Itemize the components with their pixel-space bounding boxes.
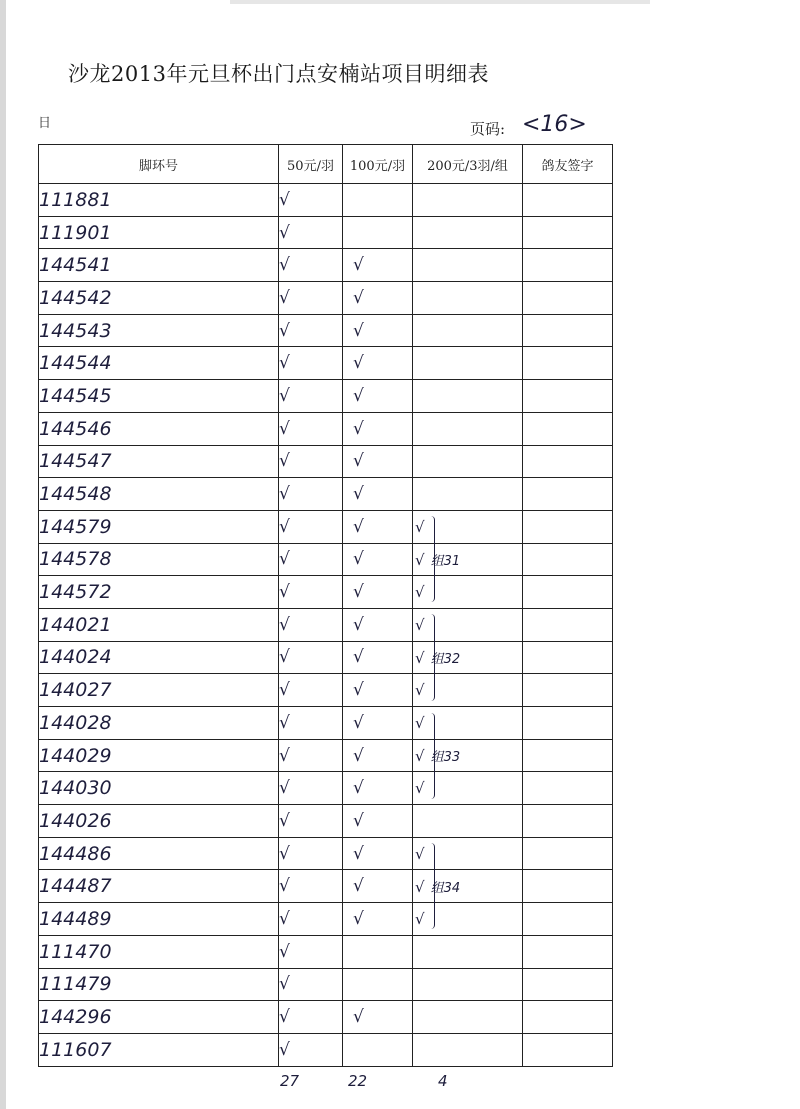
ring-number-cell-value: 144543: [39, 319, 112, 342]
fee-50-cell: [279, 478, 343, 511]
table-row: [39, 347, 613, 380]
ring-number-cell-value: 144021: [39, 613, 112, 636]
fee-100-cell-value: √: [353, 385, 364, 406]
ring-number-cell-value: 144572: [39, 581, 112, 604]
fee-50-cell-value: √: [279, 222, 290, 243]
fee-100-cell: [343, 707, 413, 740]
signature-cell: [523, 445, 613, 478]
fee-200-cell: [413, 1001, 523, 1034]
document-title: 沙龙2013年元旦杯出门点安楠站项目明细表: [68, 62, 489, 86]
ring-number-cell-value: 144486: [39, 842, 112, 865]
col-signature: 鸽友签字: [523, 145, 613, 184]
total-100: 22: [348, 1072, 368, 1090]
fee-200-cell: [413, 968, 523, 1001]
signature-cell: [523, 805, 613, 838]
fee-100-cell: [343, 968, 413, 1001]
fee-50-cell: [279, 184, 343, 217]
ring-number-cell: [39, 674, 279, 707]
fee-100-cell-value: √: [353, 1007, 364, 1028]
group-note: 组33: [430, 750, 461, 766]
signature-cell: [523, 510, 613, 543]
fee-50-cell: [279, 510, 343, 543]
fee-200-cell: [413, 935, 523, 968]
signature-cell: [523, 739, 613, 772]
fee-100-cell-value: √: [353, 287, 364, 308]
fee-100-cell: [343, 903, 413, 936]
fee-100-cell-value: √: [353, 712, 364, 733]
fee-50-cell: [279, 282, 343, 315]
group-note: 组32: [430, 651, 461, 667]
fee-200-cell: [413, 1033, 523, 1066]
fee-50-cell-value: √: [279, 778, 290, 799]
ring-number-cell: [39, 935, 279, 968]
ring-number-cell-value: 111881: [39, 188, 112, 211]
table-row: [39, 608, 613, 641]
fee-50-cell-value: √: [279, 353, 290, 374]
fee-100-cell: [343, 445, 413, 478]
fee-50-cell: [279, 739, 343, 772]
fee-100-cell-value: √: [353, 614, 364, 635]
fee-50-cell-value: √: [279, 255, 290, 276]
fee-100-cell-value: √: [353, 353, 364, 374]
group-brace: [429, 713, 435, 799]
ring-number-cell: [39, 608, 279, 641]
fee-100-cell: [343, 184, 413, 217]
col-100-per-bird: 100元/羽: [343, 145, 413, 184]
fee-50-cell: [279, 968, 343, 1001]
signature-cell: [523, 314, 613, 347]
ring-number-cell-value: 144544: [39, 352, 112, 375]
fee-100-cell: [343, 805, 413, 838]
ledger-table: [38, 144, 613, 1067]
fee-50-cell: [279, 608, 343, 641]
ring-number-cell: [39, 576, 279, 609]
ring-number-cell: [39, 903, 279, 936]
fee-100-cell-value: √: [353, 549, 364, 570]
fee-50-cell-value: √: [279, 549, 290, 570]
fee-100-cell-value: √: [353, 778, 364, 799]
table-row: [39, 576, 613, 609]
ring-number-cell: [39, 968, 279, 1001]
fee-50-cell-value: √: [279, 1007, 290, 1028]
fee-100-cell: [343, 543, 413, 576]
ring-number-cell: [39, 707, 279, 740]
ring-number-cell: [39, 1001, 279, 1034]
page-number-label: 页码:: [470, 120, 506, 138]
fee-50-cell: [279, 380, 343, 413]
table-row: [39, 314, 613, 347]
fee-100-cell-value: √: [353, 745, 364, 766]
ring-number-cell: [39, 510, 279, 543]
signature-cell: [523, 249, 613, 282]
fee-200-cell-value: √: [415, 681, 425, 700]
signature-cell: [523, 543, 613, 576]
fee-50-cell-value: √: [279, 712, 290, 733]
fee-50-cell: [279, 707, 343, 740]
ring-number-cell-value: 111607: [39, 1038, 112, 1061]
fee-200-cell: [413, 478, 523, 511]
fee-200-cell: [413, 249, 523, 282]
ring-number-cell: [39, 347, 279, 380]
group-brace: [429, 614, 435, 700]
fee-50-cell-value: √: [279, 974, 290, 995]
fee-100-cell-value: √: [353, 647, 364, 668]
signature-cell: [523, 935, 613, 968]
ring-number-cell-value: 144030: [39, 777, 112, 800]
signature-cell: [523, 184, 613, 217]
signature-cell: [523, 412, 613, 445]
fee-50-cell: [279, 347, 343, 380]
ring-number-cell-value: 144541: [39, 254, 112, 277]
ring-number-cell: [39, 216, 279, 249]
fee-100-cell-value: √: [353, 582, 364, 603]
fee-50-cell: [279, 903, 343, 936]
ring-number-cell-value: 144579: [39, 515, 112, 538]
signature-cell: [523, 478, 613, 511]
fee-100-cell-value: √: [353, 484, 364, 505]
fee-200-cell-value: √: [415, 909, 425, 928]
table-row: [39, 772, 613, 805]
ring-number-cell-value: 144578: [39, 548, 112, 571]
header-row: [39, 145, 613, 184]
fee-50-cell: [279, 772, 343, 805]
fee-100-cell-value: √: [353, 876, 364, 897]
ring-number-cell-value: 144547: [39, 450, 112, 473]
table-row: [39, 707, 613, 740]
ring-number-cell-value: 144546: [39, 417, 112, 440]
table-row: [39, 543, 613, 576]
ring-number-cell: [39, 445, 279, 478]
fee-100-cell: [343, 870, 413, 903]
ring-number-cell: [39, 1033, 279, 1066]
signature-cell: [523, 1033, 613, 1066]
signature-cell: [523, 282, 613, 315]
fee-100-cell: [343, 380, 413, 413]
fee-50-cell: [279, 543, 343, 576]
fee-100-cell-value: √: [353, 320, 364, 341]
signature-cell: [523, 380, 613, 413]
fee-50-cell: [279, 249, 343, 282]
ring-number-cell: [39, 641, 279, 674]
group-note: 组34: [430, 880, 461, 896]
ring-number-cell-value: 144296: [39, 1006, 112, 1029]
table-row: [39, 510, 613, 543]
fee-100-cell-value: √: [353, 418, 364, 439]
signature-cell: [523, 903, 613, 936]
table-row: [39, 184, 613, 217]
table-row: [39, 282, 613, 315]
ring-number-cell: [39, 184, 279, 217]
fee-50-cell-value: √: [279, 810, 290, 831]
ring-number-cell: [39, 380, 279, 413]
fee-200-cell-value: √: [415, 747, 425, 766]
fee-100-cell-value: √: [353, 451, 364, 472]
table-row: [39, 412, 613, 445]
fee-50-cell-value: √: [279, 189, 290, 210]
fee-100-cell-value: √: [353, 255, 364, 276]
table-row: [39, 478, 613, 511]
fee-200-cell-value: √: [415, 877, 425, 896]
fee-100-cell-value: √: [353, 516, 364, 537]
signature-cell: [523, 772, 613, 805]
ring-number-cell-value: 111470: [39, 940, 112, 963]
fee-200-cell: [413, 216, 523, 249]
fee-100-cell: [343, 576, 413, 609]
table-row: [39, 216, 613, 249]
ring-number-cell-value: 144487: [39, 875, 112, 898]
group-note: 组31: [430, 553, 461, 569]
fee-50-cell-value: √: [279, 647, 290, 668]
ring-number-cell-value: 144026: [39, 809, 112, 832]
signature-cell: [523, 641, 613, 674]
ring-number-cell: [39, 282, 279, 315]
fee-200-cell: [413, 412, 523, 445]
fee-50-cell: [279, 1001, 343, 1034]
fee-200-cell-value: √: [415, 713, 425, 732]
signature-cell: [523, 674, 613, 707]
margin-mark: 日: [38, 116, 52, 131]
fee-50-cell: [279, 837, 343, 870]
fee-200-cell-value: √: [415, 615, 425, 634]
fee-200-cell-value: √: [415, 779, 425, 798]
ring-number-cell-value: 144029: [39, 744, 112, 767]
ring-number-cell: [39, 739, 279, 772]
fee-50-cell: [279, 935, 343, 968]
ring-number-cell-value: 144489: [39, 907, 112, 930]
ring-number-cell: [39, 543, 279, 576]
fee-200-cell: [413, 805, 523, 838]
fee-50-cell-value: √: [279, 745, 290, 766]
fee-200-cell-value: √: [415, 583, 425, 602]
col-200-per-group: 200元/3羽/组: [413, 145, 523, 184]
fee-100-cell-value: √: [353, 680, 364, 701]
fee-50-cell: [279, 1033, 343, 1066]
table-row: [39, 739, 613, 772]
fee-200-cell-value: √: [415, 517, 425, 536]
table-row: [39, 837, 613, 870]
fee-50-cell-value: √: [279, 876, 290, 897]
table-row: [39, 641, 613, 674]
fee-50-cell-value: √: [279, 385, 290, 406]
fee-50-cell-value: √: [279, 614, 290, 635]
fee-50-cell: [279, 674, 343, 707]
signature-cell: [523, 347, 613, 380]
fee-100-cell: [343, 1001, 413, 1034]
table-row: [39, 870, 613, 903]
fee-100-cell: [343, 674, 413, 707]
fee-100-cell: [343, 837, 413, 870]
fee-100-cell: [343, 510, 413, 543]
ring-number-cell: [39, 249, 279, 282]
fee-100-cell-value: √: [353, 843, 364, 864]
col-50-per-bird: 50元/羽: [279, 145, 343, 184]
fee-200-cell-value: √: [415, 550, 425, 569]
fee-50-cell-value: √: [279, 451, 290, 472]
fee-200-cell: [413, 314, 523, 347]
ring-number-cell: [39, 772, 279, 805]
fee-100-cell: [343, 478, 413, 511]
fee-100-cell: [343, 249, 413, 282]
fee-50-cell: [279, 412, 343, 445]
page-number-value: <16>: [522, 112, 587, 137]
fee-50-cell-value: √: [279, 941, 290, 962]
fee-100-cell: [343, 608, 413, 641]
table-row: [39, 935, 613, 968]
fee-50-cell-value: √: [279, 843, 290, 864]
fee-100-cell: [343, 314, 413, 347]
fee-50-cell-value: √: [279, 320, 290, 341]
ring-number-cell-value: 111479: [39, 973, 112, 996]
total-50: 27: [280, 1072, 300, 1090]
fee-50-cell: [279, 445, 343, 478]
total-200: 4: [438, 1072, 448, 1090]
group-brace: [429, 843, 435, 929]
table-row: [39, 903, 613, 936]
group-brace: [429, 516, 435, 602]
signature-cell: [523, 968, 613, 1001]
ring-number-cell-value: 144542: [39, 286, 112, 309]
ring-number-cell-value: 111901: [39, 221, 112, 244]
fee-50-cell: [279, 216, 343, 249]
fee-50-cell: [279, 576, 343, 609]
fee-50-cell: [279, 314, 343, 347]
fee-50-cell: [279, 805, 343, 838]
fee-100-cell: [343, 216, 413, 249]
ring-number-cell-value: 144027: [39, 679, 112, 702]
signature-cell: [523, 870, 613, 903]
ring-number-cell-value: 144545: [39, 384, 112, 407]
signature-cell: [523, 576, 613, 609]
fee-50-cell: [279, 641, 343, 674]
fee-200-cell-value: √: [415, 648, 425, 667]
table-row: [39, 805, 613, 838]
table-row: [39, 674, 613, 707]
fee-50-cell-value: √: [279, 484, 290, 505]
fee-100-cell: [343, 412, 413, 445]
table-row: [39, 1033, 613, 1066]
fee-50-cell-value: √: [279, 680, 290, 701]
table-row: [39, 445, 613, 478]
ledger-body: [39, 184, 613, 1067]
ring-number-cell: [39, 870, 279, 903]
ring-number-cell: [39, 412, 279, 445]
col-ring-number: 脚环号: [39, 145, 279, 184]
fee-100-cell: [343, 641, 413, 674]
signature-cell: [523, 707, 613, 740]
signature-cell: [523, 837, 613, 870]
signature-cell: [523, 608, 613, 641]
table-row: [39, 968, 613, 1001]
fee-100-cell: [343, 739, 413, 772]
fee-50-cell-value: √: [279, 908, 290, 929]
fee-100-cell: [343, 1033, 413, 1066]
fee-200-cell: [413, 347, 523, 380]
fee-50-cell: [279, 870, 343, 903]
ring-number-cell: [39, 478, 279, 511]
ring-number-cell: [39, 805, 279, 838]
ring-number-cell: [39, 314, 279, 347]
fee-100-cell-value: √: [353, 810, 364, 831]
fee-200-cell: [413, 282, 523, 315]
fee-50-cell-value: √: [279, 516, 290, 537]
scan-noise: [230, 0, 650, 4]
ring-number-cell-value: 144028: [39, 711, 112, 734]
signature-cell: [523, 1001, 613, 1034]
ring-number-cell: [39, 837, 279, 870]
fee-200-cell: [413, 380, 523, 413]
fee-100-cell: [343, 935, 413, 968]
table-row: [39, 1001, 613, 1034]
ring-number-cell-value: 144548: [39, 483, 112, 506]
scan-edge: [0, 0, 6, 1109]
fee-50-cell-value: √: [279, 418, 290, 439]
fee-50-cell-value: √: [279, 287, 290, 308]
fee-200-cell-value: √: [415, 844, 425, 863]
fee-200-cell: [413, 445, 523, 478]
fee-200-cell: [413, 184, 523, 217]
fee-100-cell: [343, 772, 413, 805]
fee-100-cell-value: √: [353, 908, 364, 929]
table-row: [39, 249, 613, 282]
fee-100-cell: [343, 282, 413, 315]
signature-cell: [523, 216, 613, 249]
fee-50-cell-value: √: [279, 1039, 290, 1060]
fee-50-cell-value: √: [279, 582, 290, 603]
table-row: [39, 380, 613, 413]
ring-number-cell-value: 144024: [39, 646, 112, 669]
fee-100-cell: [343, 347, 413, 380]
